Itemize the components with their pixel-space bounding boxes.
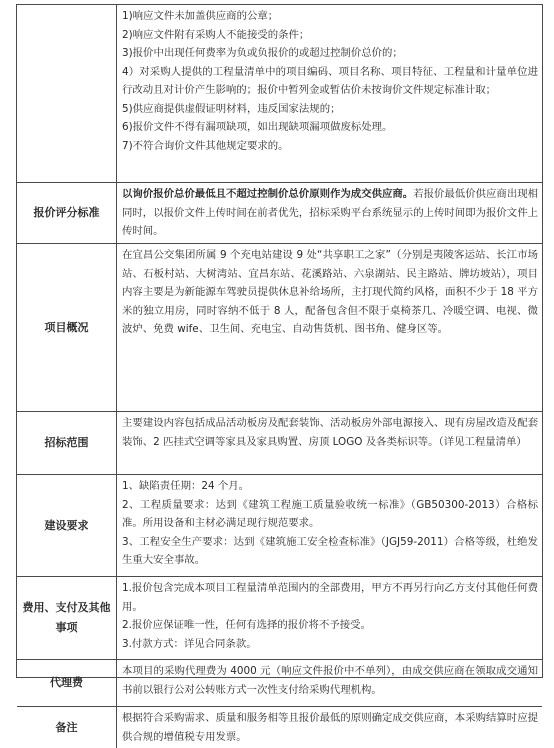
- remarks-paragraph: 根据符合采购需求、质量和服务相等且报价最低的原则确定成交供应商，本采购结算时应提供合规的增值税专用发票。: [122, 712, 538, 743]
- list-item: 2)响应文件附有采购人不能接受的条件；: [122, 28, 310, 41]
- row-label-scope: 招标范围: [17, 412, 117, 475]
- tender-scope: [117, 412, 542, 475]
- list-item: 1、缺陷责任期：24 个月。: [122, 480, 250, 492]
- scope-paragraph: 主要建设内容包括成品活动板房及配套装饰、活动板房外部电源接入、现有房屋改造及配套装饰、2 匹挂式空调等家具及家具购置、房顶 LOGO 及各类标识等。（详见工程量清单）: [122, 417, 538, 448]
- row-label-agency-fee: 代理费: [17, 660, 117, 707]
- row-label-scoring: 报价评分标准: [17, 183, 117, 244]
- project-overview: [117, 244, 542, 412]
- remarks: [117, 707, 542, 748]
- construction-requirements: [117, 475, 542, 577]
- row-label-empty: [17, 5, 117, 183]
- document-table: [16, 4, 543, 743]
- list-item: 6)报价文件不得有漏项缺项，如出现缺项漏项做废标处理。: [122, 121, 393, 133]
- row-label-remarks: 备注: [17, 707, 117, 748]
- row-label-overview: 项目概况: [17, 244, 117, 412]
- list-item: 3)报价中出现任何费率为负或负报价的或超过控制价总价的；: [122, 47, 403, 59]
- list-item: 3、工程安全生产要求：达到《建筑施工安全检查标准》（JGJ59-2011）合格等级，杜绝发生重大安全事故。: [122, 535, 538, 566]
- list-item: 2、工程质量要求：达到《建筑工程施工质量验收统一标准》（GB50300-2013）合格标准。所用设备和主材必满足现行规范要求。: [122, 498, 538, 529]
- list-item: 7)不符合询价文件其他规定要求的。: [122, 139, 289, 152]
- scoring-criteria: [117, 183, 542, 244]
- row-label-fees: 费用、支付及其他事项: [17, 577, 117, 660]
- list-item: 4）对采购人提供的工程量清单中的项目编码、项目名称、项目特征、工程量和计量单位进行改动且对计价产生影响的；报价中暂列金或暂估价未按询价文件规定标准计取；: [122, 65, 538, 96]
- list-item: 2.报价应保证唯一性，任何有选择的报价将不予接受。: [122, 619, 371, 631]
- list-item: 5)供应商提供虚假证明材料，违反国家法规的；: [122, 102, 341, 115]
- row-label-requirements: 建设要求: [17, 475, 117, 577]
- scoring-principle: 以询价报价总价最低且不超过控制价总价原则作为成交供应商。: [122, 188, 414, 200]
- list-item: 3.付款方式：详见合同条款。: [122, 637, 257, 650]
- scoring-paragraph: [122, 185, 538, 241]
- overview-paragraph: 在宜昌公交集团所属 9 个充电站建设 9 处“共享职工之家”（分别是夷陵客运站、长江市场站、石板村站、大树湾站、宜昌东站、花溪路站、六泉湖站、民主路站、牌坊坡站），项目内容主要是为新能源车驾驶员提供休息补给场所，主打现代简约风格，面积不少于 18 平方米的独立用房，同时容纳不低于 8 人，配备包含但不限于桌椅茶几、冷暖空调、电视、微波炉、免费 wife、卫生间、充电宝、自动售货机、图书角、健身区等。: [122, 249, 538, 335]
- fees-payment: [117, 577, 542, 660]
- list-item: 1)响应文件未加盖供应商的公章；: [122, 10, 279, 22]
- scoring-tiebreak: 若报价最低价供应商出现相同时，以报价文件上传时间在前者优先，招标采购平台系统显示的上传时间即为报价文件上传时间。: [122, 188, 539, 237]
- list-item: 1.报价包含完成本项目工程量清单范围内的全部费用，甲方不再另行向乙方支付其他任何费用。: [122, 582, 538, 613]
- disqualification-list: [117, 5, 542, 183]
- agency-fee: [117, 660, 542, 707]
- agency-fee-paragraph: 本项目的采购代理费为 4000 元（响应文件报价中不单列），由成交供应商在领取成交通知书前以银行公对公转账方式一次性支付给采购代理机构。: [122, 665, 538, 696]
